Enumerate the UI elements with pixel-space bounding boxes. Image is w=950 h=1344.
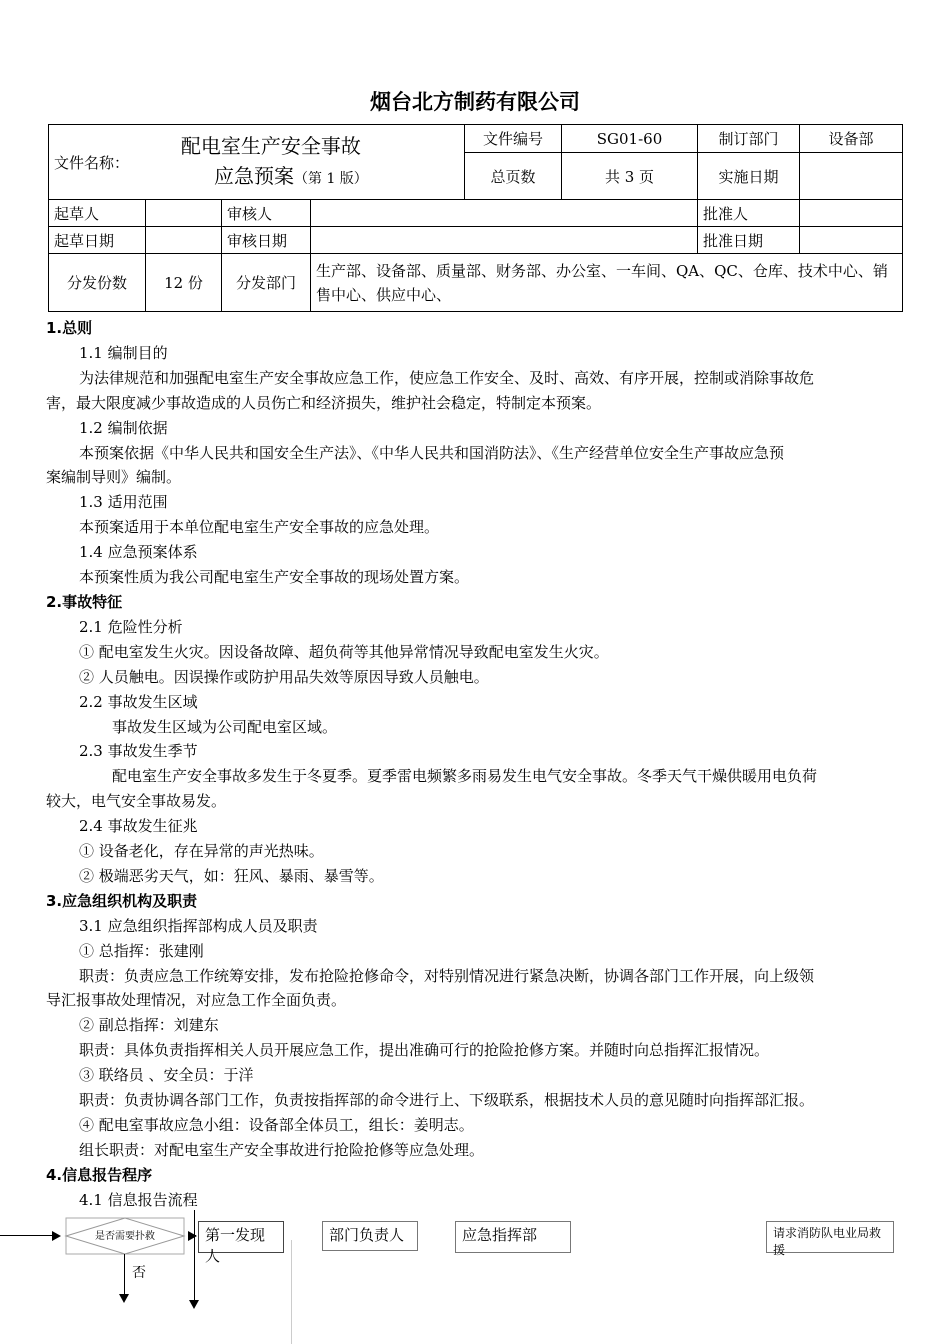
file-name-label: 文件名称：	[54, 153, 130, 172]
approver-value	[800, 200, 903, 227]
body-line: ① 配电室发生火灾。因设备故障、超负荷等其他异常情况导致配电室发生火灾。	[79, 642, 609, 661]
report-flowchart	[0, 1210, 950, 1344]
decision-label: 是否需要扑救	[95, 1231, 155, 1242]
body-line: 事故发生区域为公司配电室区域。	[112, 717, 338, 736]
body-line: ① 总指挥：张建刚	[79, 941, 204, 960]
body-line: 导汇报事故处理情况，对应急工作全面负责。	[46, 991, 347, 1010]
fire-request-label: 请求消防队电业局救援	[773, 1226, 882, 1257]
body-line: 2.4 事故发生征兆	[79, 817, 198, 836]
body-line: 组长职责：对配电室生产安全事故进行抢险抢修等应急处理。	[79, 1140, 485, 1159]
command-box	[455, 1221, 571, 1253]
file-no-label: 文件编号	[465, 125, 562, 153]
dept-head-label: 部门负责人	[329, 1226, 405, 1244]
impl-date-label: 实施日期	[698, 153, 800, 200]
section-heading: 2.事故特征	[46, 592, 123, 611]
body-line: 1.3 适用范围	[79, 493, 168, 512]
body-line: 3.1 应急组织指挥部构成人员及职责	[79, 916, 318, 935]
body-line: 职责：负责协调各部门工作，负责按指挥部的命令进行上、下级联系，根据技术人员的意见随时向指挥部汇报。	[79, 1091, 815, 1110]
approve-date-value	[800, 227, 903, 254]
first-finder-box	[198, 1221, 284, 1265]
body-line: 本预案性质为我公司配电室生产安全事故的现场处置方案。	[79, 568, 470, 587]
document-header-table	[48, 124, 903, 312]
fire-request-box	[766, 1221, 894, 1257]
pages-label: 总页数	[465, 153, 562, 200]
first-finder-label: 第一发现人	[205, 1226, 266, 1265]
body-line: 本预案适用于本单位配电室生产安全事故的应急处理。	[79, 518, 440, 537]
body-line: 为法律规范和加强配电室生产安全事故应急工作，使应急工作安全、及时、高效、有序开展，控制或消除事故危	[79, 368, 815, 387]
body-line: 1.4 应急预案体系	[79, 543, 198, 562]
body-line: 害，最大限度减少事故造成的人员伤亡和经济损失，维护社会稳定，特制定本预案。	[46, 393, 602, 412]
body-line: 较大，电气安全事故易发。	[46, 792, 227, 811]
body-line: 本预案依据《中华人民共和国安全生产法》、《中华人民共和国消防法》、《生产经营单位安全生产事故应急预	[79, 443, 785, 462]
dist-label: 分发部门	[222, 254, 311, 312]
section-heading: 3.应急组织机构及职责	[46, 891, 198, 910]
dept-value: 设备部	[800, 125, 903, 153]
document-title: 配电室生产安全事故	[180, 133, 361, 158]
copies-value: 12 份	[146, 254, 222, 312]
review-date-value	[311, 227, 698, 254]
body-line: 配电室生产安全事故多发生于冬夏季。夏季雷电频繁多雨易发生电气安全事故。冬季天气干燥供暖用电负荷	[112, 767, 818, 786]
drafter-value	[146, 200, 222, 227]
company-name: 烟台北方制药有限公司	[370, 90, 580, 114]
body-line: 职责：具体负责指挥相关人员开展应急工作，提出准确可行的抢险抢修方案。并随时向总指挥汇报情况。	[79, 1041, 770, 1060]
document-title-2: 应急预案	[214, 163, 294, 188]
body-line: 1.1 编制目的	[79, 343, 168, 362]
no-label: 否	[132, 1265, 146, 1281]
body-line: 案编制导则》编制。	[46, 468, 182, 487]
body-line: ② 极端恶劣天气，如：狂风、暴雨、暴雪等。	[79, 866, 384, 885]
command-label: 应急指挥部	[462, 1226, 538, 1244]
body-line: 职责：负责应急工作统筹安排，发布抢险抢修命令，对特别情况进行紧急决断，协调各部门工作开展，向上级领	[79, 966, 815, 985]
approver-label: 批准人	[698, 200, 800, 227]
document-version: （第 1 版）	[294, 170, 368, 187]
reviewer-label: 审核人	[222, 200, 311, 227]
body-line: 2.3 事故发生季节	[79, 742, 198, 761]
body-line: ① 设备老化，存在异常的声光热味。	[79, 842, 324, 861]
body-line: 4.1 信息报告流程	[79, 1190, 198, 1209]
section-heading: 1.总则	[46, 319, 93, 337]
body-line: 1.2 编制依据	[79, 418, 168, 437]
impl-date-value	[800, 153, 903, 200]
reviewer-value	[311, 200, 698, 227]
dept-head-box	[322, 1221, 418, 1251]
copies-label: 分发份数	[49, 254, 146, 312]
draft-date-value	[146, 227, 222, 254]
document-body	[46, 316, 906, 1213]
review-date-label: 审核日期	[222, 227, 311, 254]
body-line: 2.2 事故发生区域	[79, 692, 198, 711]
body-line: 2.1 危险性分析	[79, 617, 183, 636]
draft-date-label: 起草日期	[49, 227, 146, 254]
dist-depts: 生产部、设备部、质量部、财务部、办公室、一车间、QA、QC、仓库、技术中心、销售中心、供应中心、	[311, 254, 903, 312]
pages-value: 共 3 页	[562, 153, 698, 200]
body-line: ② 副总指挥：刘建东	[79, 1016, 219, 1035]
drafter-label: 起草人	[49, 200, 146, 227]
file-name-cell	[49, 125, 465, 200]
body-line: ③ 联络员 、安全员：于洋	[79, 1066, 254, 1085]
file-no: SG01-60	[562, 125, 698, 153]
body-line: ② 人员触电。因误操作或防护用品失效等原因导致人员触电。	[79, 667, 489, 686]
body-line: ④ 配电室事故应急小组：设备部全体员工，组长：姜明志。	[79, 1116, 474, 1134]
approve-date-label: 批准日期	[698, 227, 800, 254]
dept-label: 制订部门	[698, 125, 800, 153]
section-heading: 4.信息报告程序	[46, 1165, 153, 1184]
